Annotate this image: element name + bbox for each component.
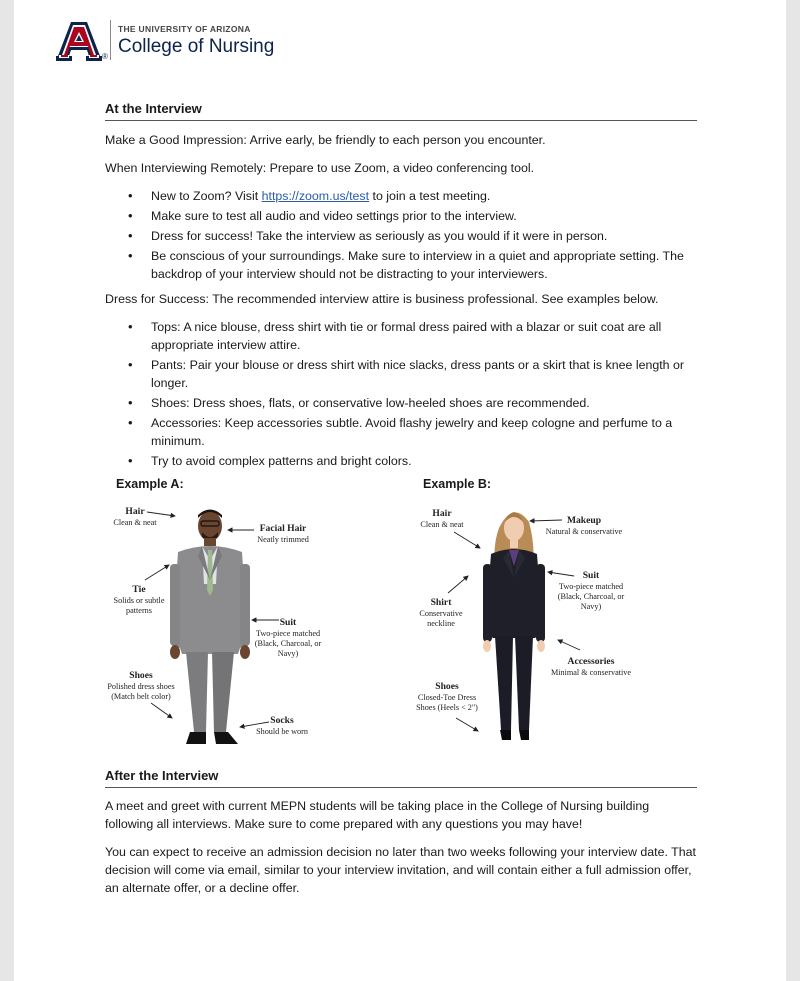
impression-paragraph: Make a Good Impression: Arrive early, be friendly to each person you encounter. — [105, 133, 546, 147]
caption-a-hair-title: Hair — [125, 506, 145, 517]
example-b-label: Example B: — [423, 477, 492, 491]
caption-b-shoes-title: Shoes — [435, 681, 459, 692]
example-a-figure — [164, 504, 254, 752]
remote-bullet-list — [105, 187, 697, 285]
decision-paragraph: You can expect to receive an admission decision no later than two weeks following your interview date. That decision will come via email, similar to your interview invitation, and will contain either a full admission offer, an alternate offer, or a decline offer. — [105, 845, 696, 895]
caption-a-facial-hair-desc: Neatly trimmed — [257, 535, 309, 544]
university-a-logo-icon — [56, 20, 102, 62]
caption-b-accessories-desc: Minimal & conservative — [550, 668, 632, 677]
caption-b-shoes — [408, 681, 486, 713]
list-item: • Shoes: Dress shoes, flats, or conservative low-heeled shoes are recommended. — [105, 394, 697, 412]
caption-a-suit-desc: Two-piece matched (Black, Charcoal, or Navy) — [254, 629, 322, 658]
caption-a-suit-title: Suit — [279, 617, 297, 628]
list-item — [105, 187, 697, 205]
caption-b-hair-title: Hair — [432, 508, 452, 519]
after-interview-heading: After the Interview — [105, 767, 697, 788]
at-interview-heading: At the Interview — [105, 100, 697, 121]
registered-mark: ® — [102, 52, 108, 61]
caption-a-socks-title: Socks — [270, 715, 294, 726]
caption-b-shoes-desc: Closed-Toe Dress Shoes (Heels < 2") — [416, 693, 478, 712]
caption-a-socks-desc: Should be worn — [256, 727, 308, 736]
remote-paragraph: When Interviewing Remotely: Prepare to use Zoom, a video conferencing tool. — [105, 161, 535, 175]
meet-greet-paragraph: A meet and greet with current MEPN students will be taking place in the College of Nursing building following all interviews. Make sure to come prepared with any questions you may have! — [105, 799, 650, 831]
example-a-label: Example A: — [116, 477, 184, 491]
caption-b-hair-desc: Clean & neat — [420, 520, 464, 529]
caption-b-makeup-title: Makeup — [566, 515, 602, 526]
caption-a-facial-hair-title: Facial Hair — [259, 523, 307, 534]
caption-a-shoes-desc: Polished dress shoes (Match belt color) — [107, 682, 175, 701]
caption-b-suit — [552, 570, 630, 612]
caption-a-shoes — [104, 670, 178, 702]
caption-b-suit-desc: Two-piece matched (Black, Charcoal, or Navy) — [557, 582, 625, 611]
caption-b-accessories-title: Accessories — [567, 656, 615, 667]
caption-a-tie — [108, 584, 170, 616]
caption-b-hair — [414, 508, 470, 530]
caption-b-accessories — [550, 656, 632, 678]
list-item: • Pants: Pair your blouse or dress shirt with nice slacks, dress pants or a skirt that is knee length or longer. — [105, 356, 697, 392]
list-item: • Dress for success! Take the interview as seriously as you would if it were in person. — [105, 227, 697, 245]
zoom-test-link[interactable]: https://zoom.us/test — [261, 189, 370, 203]
dress-paragraph: Dress for Success: The recommended interview attire is business professional. See examples below. — [105, 292, 659, 306]
caption-a-tie-desc: Solids or subtle patterns — [113, 596, 165, 615]
college-name: College of Nursing — [118, 36, 275, 57]
caption-a-socks — [252, 715, 312, 737]
caption-a-facial-hair — [252, 523, 314, 545]
caption-a-hair — [108, 506, 162, 528]
zoom-suffix: to join a test meeting. — [369, 189, 491, 203]
logo-divider — [110, 20, 111, 60]
dress-bullet-list — [105, 318, 697, 472]
list-item: • Make sure to test all audio and video settings prior to the interview. — [105, 207, 697, 225]
caption-a-suit — [252, 617, 324, 659]
caption-b-suit-title: Suit — [582, 570, 600, 581]
caption-b-shirt-title: Shirt — [430, 597, 452, 608]
list-item: • Tops: A nice blouse, dress shirt with tie or formal dress paired with a blazar or suit coat are all appropriate interview attire. — [105, 318, 697, 354]
arrow-b-shirt — [448, 576, 468, 593]
list-item: • Try to avoid complex patterns and bright colors. — [105, 452, 697, 470]
caption-a-shoes-title: Shoes — [129, 670, 153, 681]
caption-a-hair-desc: Clean & neat — [113, 518, 157, 527]
document-page — [14, 0, 786, 981]
caption-b-shirt-desc: Conservative neckline — [419, 609, 463, 628]
caption-b-makeup-desc: Natural & conservative — [545, 527, 623, 536]
caption-b-makeup — [538, 515, 630, 537]
university-name: THE UNIVERSITY OF ARIZONA — [118, 24, 251, 34]
logo-text — [118, 24, 274, 58]
list-item: • Accessories: Keep accessories subtle. Avoid flashy jewelry and keep cologne and perfume to a minimum. — [105, 414, 697, 450]
caption-b-shirt — [412, 597, 470, 629]
zoom-prefix: New to Zoom? Visit — [151, 189, 262, 203]
list-item: • Be conscious of your surroundings. Make sure to interview in a quiet and appropriate setting. The backdrop of your interview should not be distracting to your interviewers. — [105, 247, 697, 283]
arrow-b-accessories — [558, 640, 580, 650]
caption-a-tie-title: Tie — [132, 584, 146, 595]
